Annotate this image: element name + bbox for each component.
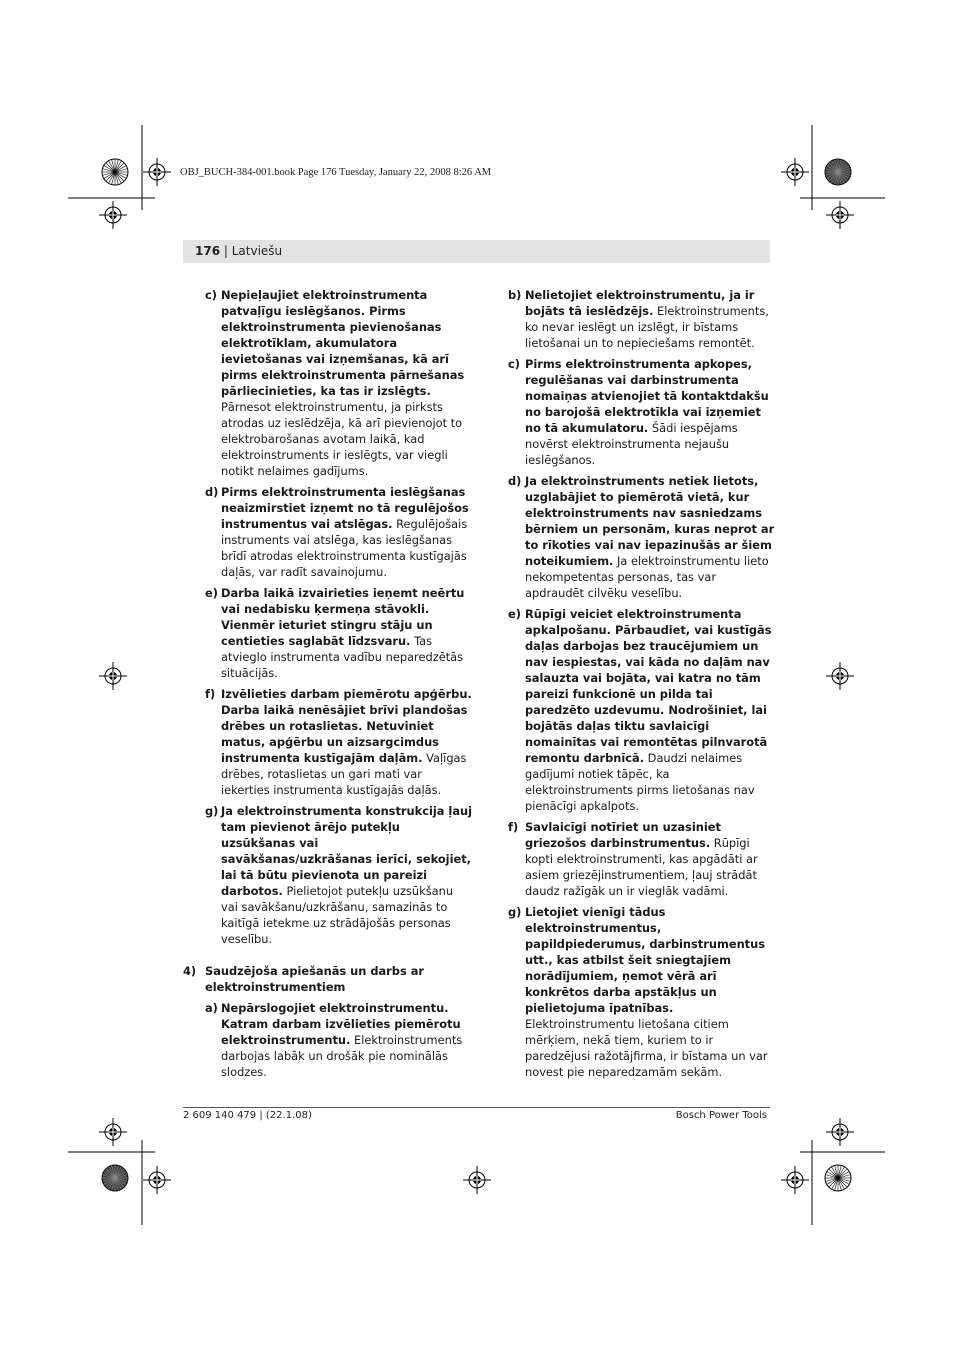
section-title: Saudzējoša apiešanās un darbs ar elektroinstrumentiem (205, 964, 424, 994)
item-bold: Nepārslogojiet elektroinstrumentu. Katram darbam izvēlieties piemērotu elektroinstrumentu. (221, 1001, 461, 1047)
item-bold: Lietojiet vienīgi tādus elektroinstrumentus, papildpiederumus, darbinstrumentus utt., kas atbilst šeit sniegtajiem norādījumiem, ņemot vērā arī konkrētos darba apstākļus un pielietojuma īpatnības. (525, 905, 766, 1015)
list-item (505, 904, 775, 1080)
list-item (505, 819, 775, 899)
item-label: c) (205, 288, 217, 302)
item-bold: Nepieļaujiet elektroinstrumenta patvaļīgu ieslēgšanos. Pirms elektroinstrumenta pievienošanas elektrotīklam, akumulatora ievietošanas vai izņemšanas, kā arī pirms elektroinstrumenta pārnešanas pārliecinieties, ka tas ir izslēgts. (221, 288, 465, 398)
item-text: Elektroinstruments, ko nevar ieslēgt un izslēgt, ir bīstams lietošanai un to nepieciešams remontēt. (525, 304, 769, 350)
item-text: Rūpīgi kopti elektroinstrumenti, kas apgādāti ar asiem griezējinstrumentiem, ļauj strādāt daudz ražīgāk un ir vieglāk vadāmi. (525, 836, 758, 898)
item-text: Pielietojot putekļu uzsūkšanu vai savākšanu/uzkrāšanu, samazinās to kaitīgā ietekme uz strādājošās personas veselību. (221, 884, 454, 946)
item-text: Tas atvieglo instrumenta vadību neparedzētās situācijās. (221, 634, 464, 680)
item-text: Elektroinstrumentu lietošana citiem mērķiem, nekā tiem, kuriem to ir paredzējusi ražotājfirma, ir bīstama un var novest pie neparedzamām sekām. (525, 1017, 768, 1079)
item-label: a) (205, 1001, 218, 1015)
list-item (505, 356, 775, 468)
item-bold: Darba laikā izvairieties ieņemt neērtu vai nedabisku ķermeņa stāvokli. Vienmēr ieturiet stingru stāju un centieties saglabāt līdzsvaru. (221, 586, 465, 648)
footer-brand: Bosch Power Tools (675, 1110, 767, 1121)
item-bold: Pirms elektroinstrumenta apkopes, regulēšanas vai darbinstrumenta nomaiņas atvienojiet tā kontaktdakšu no barojošā elektrotīkla vai izņemiet no tā akumulatoru. (525, 357, 769, 435)
item-label: f) (205, 687, 216, 701)
footer-rule (183, 1107, 770, 1108)
item-text: Regulējošais instruments vai atslēga, kas ieslēgšanas brīdī atrodas elektroinstrumenta kustīgajās daļās, var radīt savainojumu. (221, 517, 468, 579)
item-label: g) (508, 905, 522, 919)
section-label: 4) (183, 964, 197, 978)
item-text: Pārnesot elektroinstrumentu, ja pirksts atrodas uz ieslēdzēja, kā arī pievienojot to elektrobarošanas avotam laikā, kad elektroinstruments ir ieslēgts, var viegli notikt nelaimes gadījums. (221, 400, 463, 478)
section-heading (183, 963, 473, 995)
item-bold: Nelietojiet elektroinstrumentu, ja ir bojāts tā ieslēdzējs. (525, 288, 755, 318)
item-label: c) (508, 357, 520, 371)
left-column (183, 287, 473, 1085)
item-label: b) (508, 288, 522, 302)
list-item (505, 606, 775, 814)
item-label: d) (508, 474, 522, 488)
item-bold: Izvēlieties darbam piemērotu apģērbu. Darba laikā nenēsājiet brīvi plandošas drēbes un rotaslietas. Netuviniet matus, apģērbu un aizsargcimdus instrumenta kustīgajām daļām. (221, 687, 472, 765)
list-item (183, 484, 473, 580)
page-header (183, 240, 770, 263)
item-bold: Ja elektroinstrumenta konstrukcija ļauj tam pievienot ārējo putekļu uzsūkšanas vai savākšanas/uzkrāšanas ierīci, sekojiet, lai tā būtu pievienota un pareizi darbotos. (221, 804, 473, 898)
list-item (505, 473, 775, 601)
right-column (505, 287, 775, 1085)
item-label: e) (205, 586, 218, 600)
list-item (183, 287, 473, 479)
list-item (505, 287, 775, 351)
item-text: Daudzi nelaimes gadījumi notiek tāpēc, ka elektroinstruments pirms lietošanas nav pienācīgi apkalpots. (525, 751, 755, 813)
list-item (183, 1000, 473, 1080)
item-bold: Pirms elektroinstrumenta ieslēgšanas neaizmirstiet izņemt no tā regulējošos instrumentus vai atslēgas. (221, 485, 469, 531)
page-number: 176 (195, 244, 221, 258)
item-text: Ja elektroinstrumentu lieto nekompetentas personas, tas var apdraudēt cilvēku veselību. (525, 554, 769, 600)
item-text: Vaļīgas drēbes, rotaslietas un gari mati var iekerties instrumenta kustīgajās daļās. (221, 751, 467, 797)
item-label: f) (508, 820, 519, 834)
item-bold: Savlaicīgi notīriet un uzasiniet griezošos darbinstrumentus. (525, 820, 721, 850)
print-slug-line: OBJ_BUCH-384-001.book Page 176 Tuesday, January 22, 2008 8:26 AM (180, 167, 492, 178)
header-text (195, 244, 282, 258)
header-language: Latviešu (231, 244, 283, 258)
item-text: Elektroinstruments darbojas labāk un drošāk pie nominālās slodzes. (221, 1033, 463, 1079)
list-item (183, 585, 473, 681)
item-bold: Rūpīgi veiciet elektroinstrumenta apkalpošanu. Pārbaudiet, vai kustīgās daļas darbojas bez traucējumiem un nav iespiestas, vai kāda no daļām nav salauzta vai bojāta, vai katra no tām pareizi funkcionē un pilda tai paredzēto uzdevumu. Nodrošiniet, lai bojātās daļas tiktu savlaicīgi nomainītas vai remontētas pilnvarotā remontu darbnīcā. (525, 607, 772, 765)
item-bold: Ja elektroinstruments netiek lietots, uzglabājiet to piemērotā vietā, kur elektroinstruments nav sasniedzams bērniem un personām, kuras neprot ar to rīkoties vai nav iepazinušās ar šiem noteikumiem. (525, 474, 775, 568)
item-label: e) (508, 607, 521, 621)
item-text: Šādi iespējams novērst elektroinstrumenta nejaušu ieslēgšanos. (525, 421, 738, 467)
header-separator: | (220, 244, 232, 258)
list-item (183, 686, 473, 798)
list-item (183, 803, 473, 947)
footer-doc-number: 2 609 140 479 | (22.1.08) (183, 1110, 312, 1121)
item-label: d) (205, 485, 219, 499)
item-label: g) (205, 804, 219, 818)
